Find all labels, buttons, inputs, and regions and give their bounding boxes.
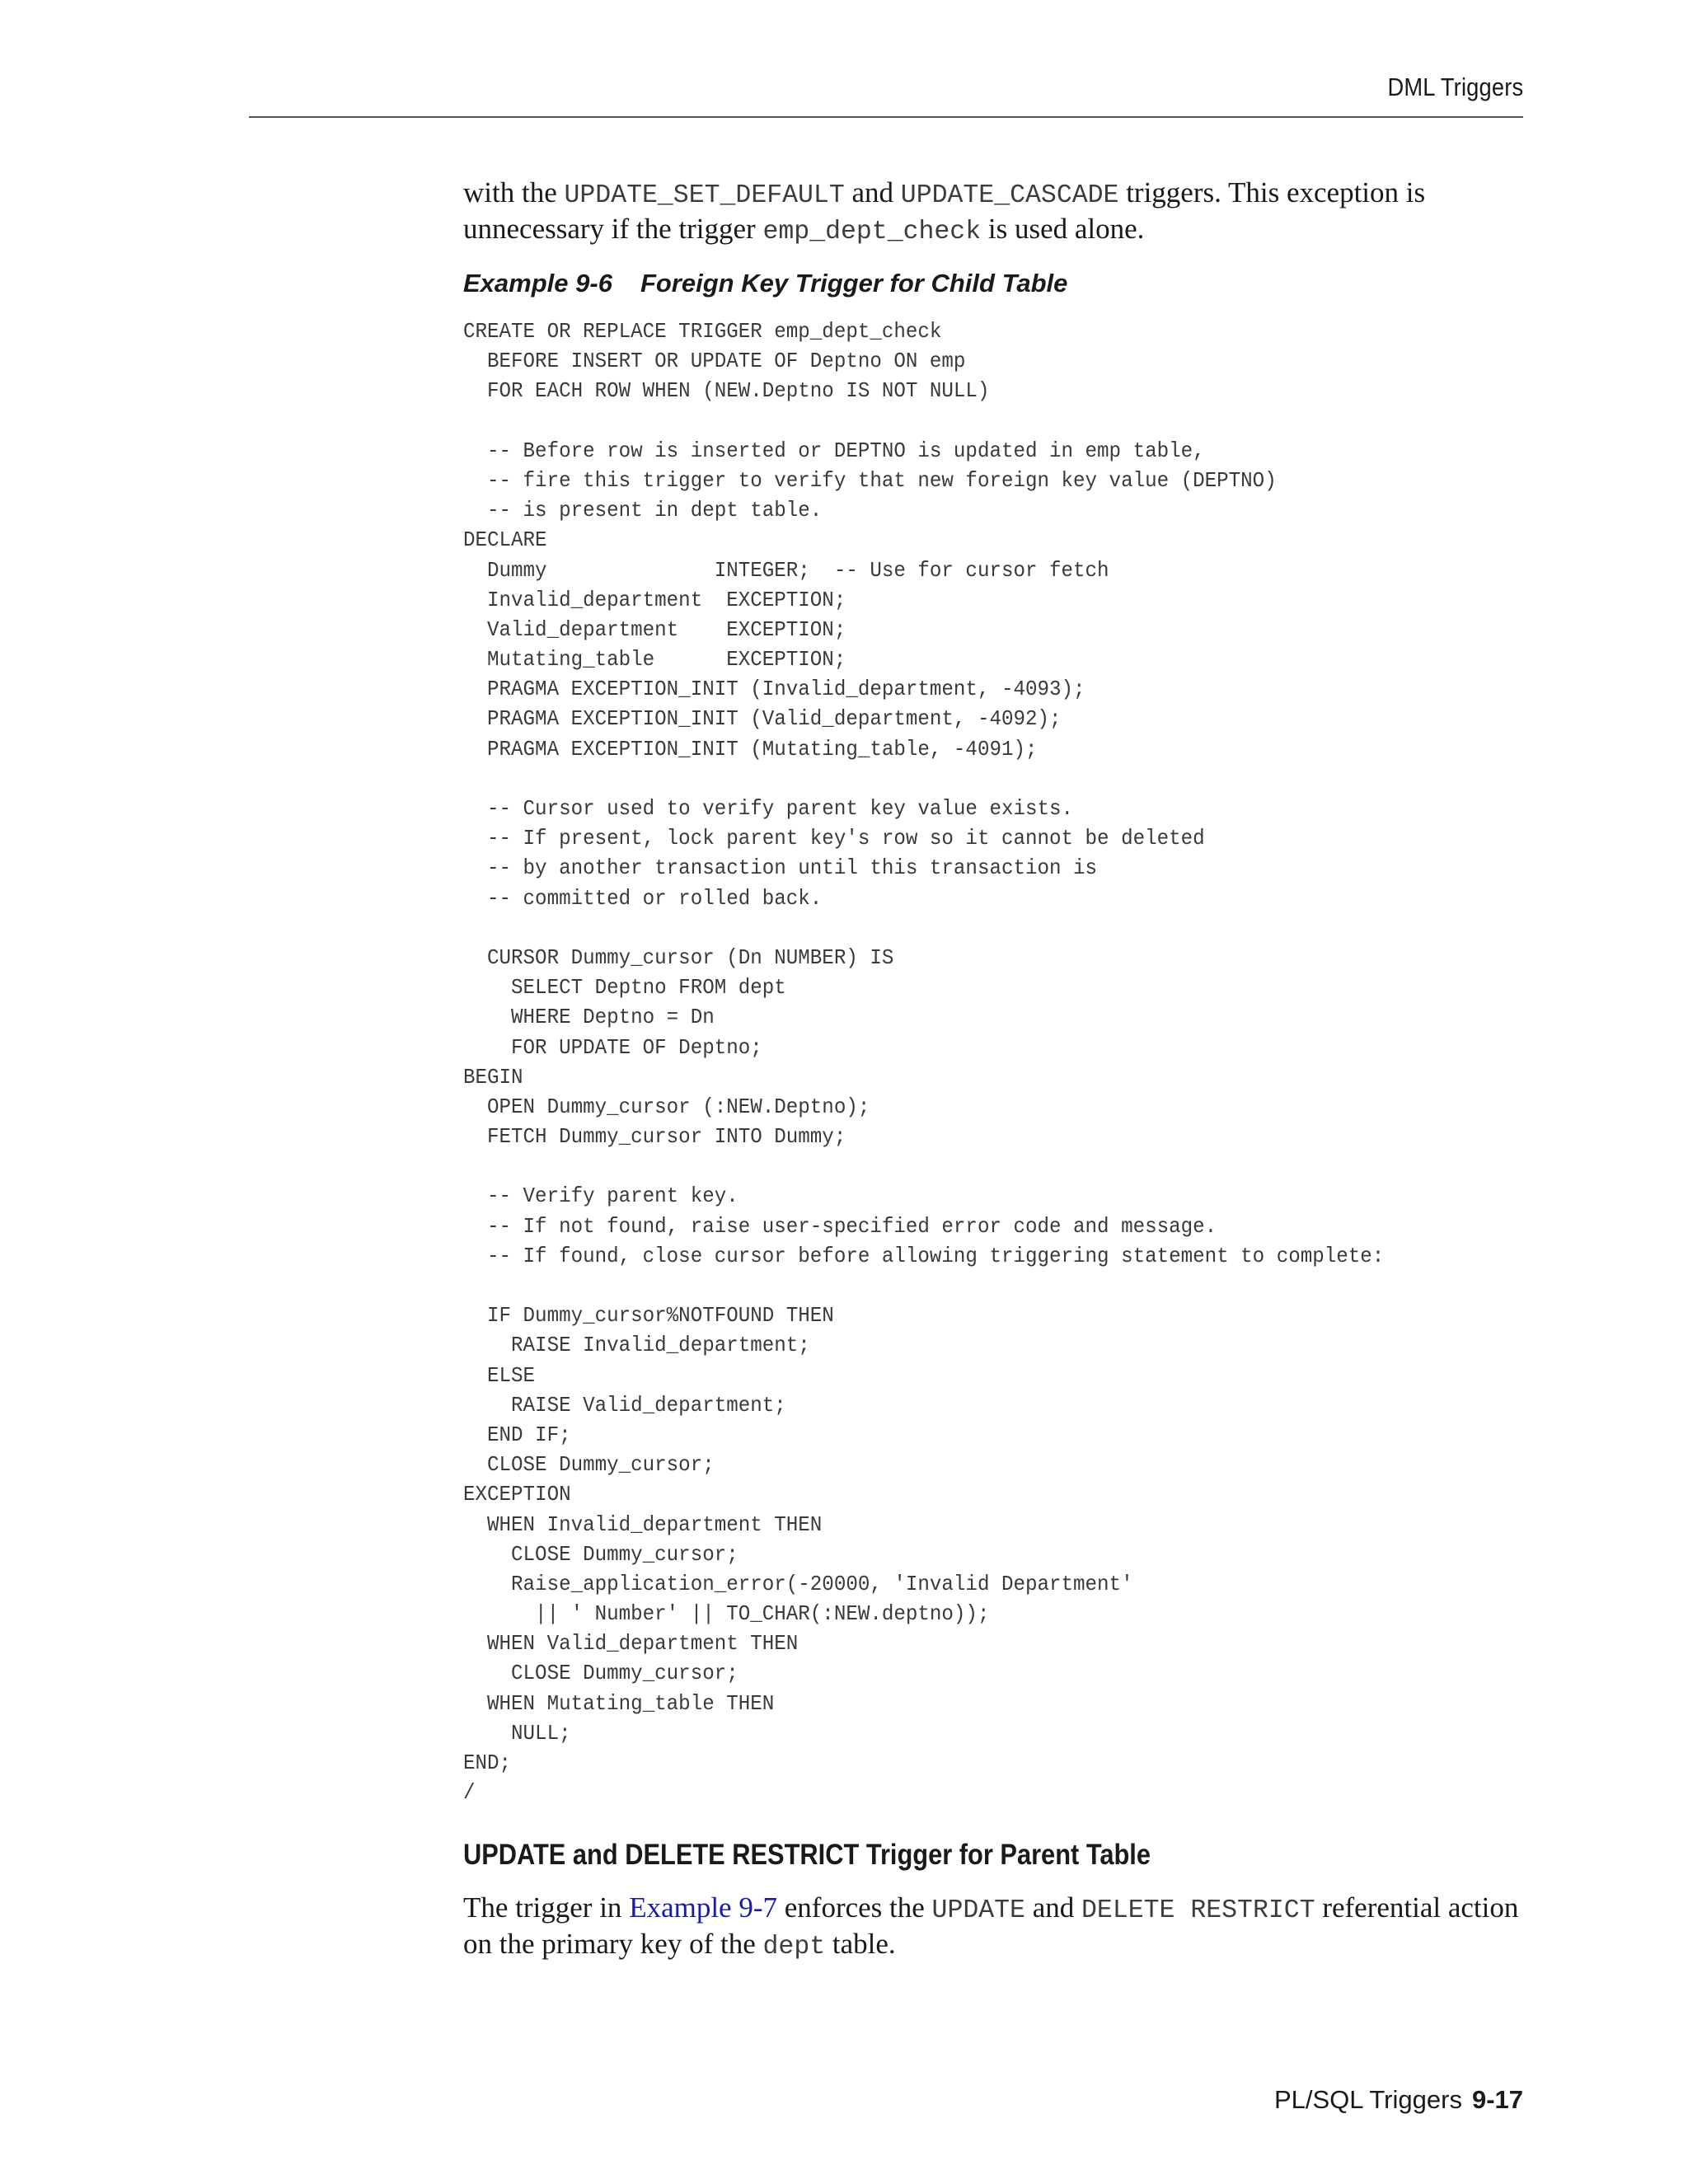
code-line: -- Cursor used to verify parent key value exists.	[463, 796, 1074, 821]
code-line: CREATE OR REPLACE TRIGGER emp_dept_check	[463, 319, 942, 344]
page-content	[463, 176, 1526, 1964]
code-line: NULL;	[463, 1720, 571, 1746]
code-line: FOR UPDATE OF Deptno;	[463, 1034, 762, 1060]
code-line: PRAGMA EXCEPTION_INIT (Valid_department, -4092);	[463, 706, 1062, 732]
example-caption: Foreign Key Trigger for Child Table	[640, 269, 1068, 298]
intro-text-3: triggers. This exception is unnecessary if the trigger	[463, 176, 1426, 245]
intro-code-update-set-default: UPDATE_SET_DEFAULT	[564, 181, 845, 210]
code-line: END IF;	[463, 1422, 571, 1447]
code-line: FETCH Dummy_cursor INTO Dummy;	[463, 1124, 846, 1150]
code-line: WHEN Mutating_table THEN	[463, 1690, 775, 1716]
page-footer	[1274, 2085, 1523, 2115]
code-line: Valid_department EXCEPTION;	[463, 616, 846, 642]
code-line: PRAGMA EXCEPTION_INIT (Mutating_table, -4091);	[463, 736, 1038, 762]
intro-text-4: is used alone.	[981, 213, 1145, 245]
code-block	[463, 316, 1452, 1807]
code-line: FOR EACH ROW WHEN (NEW.Deptno IS NOT NULL)	[463, 378, 990, 404]
code-line: BEFORE INSERT OR UPDATE OF Deptno ON emp	[463, 349, 966, 374]
intro-text-1: with the	[463, 176, 565, 209]
section-text-1: The trigger in	[463, 1891, 630, 1924]
code-line: CURSOR Dummy_cursor (Dn NUMBER) IS	[463, 944, 894, 970]
code-line: -- Before row is inserted or DEPTNO is updated in emp table,	[463, 438, 1205, 463]
code-line: Invalid_department EXCEPTION;	[463, 587, 846, 612]
section-code-dept: dept	[762, 1933, 826, 1962]
code-line: DECLARE	[463, 527, 547, 553]
section-text-4: referential action on the primary key of the	[463, 1891, 1519, 1961]
code-line: Raise_application_error(-20000, 'Invalid Department'	[463, 1571, 1133, 1596]
code-line: WHEN Invalid_department THEN	[463, 1511, 823, 1537]
code-line: WHEN Valid_department THEN	[463, 1631, 799, 1657]
code-line: -- is present in dept table.	[463, 498, 823, 523]
code-line: -- If not found, raise user-specified error code and message.	[463, 1213, 1217, 1239]
code-line: CLOSE Dummy_cursor;	[463, 1661, 738, 1686]
code-line: CLOSE Dummy_cursor;	[463, 1452, 715, 1478]
code-line: SELECT Deptno FROM dept	[463, 975, 786, 1001]
example-9-7-link[interactable]: Example 9-7	[629, 1891, 777, 1924]
code-line: Mutating_table EXCEPTION;	[463, 647, 846, 673]
example-title	[463, 267, 1526, 300]
section-text-5: table.	[825, 1928, 896, 1961]
example-number: Example 9-6	[463, 269, 612, 298]
section-paragraph	[463, 1891, 1526, 1964]
code-line	[463, 913, 1452, 943]
intro-code-emp-dept-check: emp_dept_check	[762, 218, 982, 246]
code-line: RAISE Invalid_department;	[463, 1333, 810, 1358]
section-code-delete-restrict: DELETE RESTRICT	[1081, 1896, 1315, 1926]
code-line: -- fire this trigger to verify that new foreign key value (DEPTNO)	[463, 467, 1277, 493]
code-line: RAISE Valid_department;	[463, 1392, 786, 1418]
section-text-2: enforces the	[777, 1891, 932, 1924]
code-line: END;	[463, 1750, 512, 1775]
section-text-3: and	[1025, 1891, 1082, 1924]
intro-code-update-cascade: UPDATE_CASCADE	[900, 181, 1119, 210]
code-line	[463, 1271, 1452, 1301]
code-line: WHERE Deptno = Dn	[463, 1005, 715, 1030]
code-line	[463, 1151, 1452, 1181]
footer-label: PL/SQL Triggers	[1273, 2085, 1462, 2114]
section-code-update: UPDATE	[931, 1896, 1025, 1926]
code-line: PRAGMA EXCEPTION_INIT (Invalid_department, -4093);	[463, 677, 1085, 702]
code-line: BEGIN	[463, 1064, 523, 1090]
code-line: -- If present, lock parent key's row so it cannot be deleted	[463, 826, 1205, 851]
code-line: CLOSE Dummy_cursor;	[463, 1541, 738, 1567]
code-line: || ' Number' || TO_CHAR(:NEW.deptno));	[463, 1601, 990, 1627]
code-line	[463, 764, 1452, 794]
code-line: -- by another transaction until this transaction is	[463, 855, 1098, 881]
section-heading: UPDATE and DELETE RESTRICT Trigger for Parent Table	[463, 1839, 1151, 1872]
running-header: DML Triggers	[1387, 73, 1523, 101]
code-line: OPEN Dummy_cursor (:NEW.Deptno);	[463, 1094, 870, 1119]
intro-text-2: and	[844, 176, 901, 209]
code-line: EXCEPTION	[463, 1482, 571, 1507]
intro-paragraph	[463, 176, 1526, 249]
code-line	[463, 406, 1452, 436]
code-line: Dummy INTEGER; -- Use for cursor fetch	[463, 557, 1109, 583]
header-rule	[249, 116, 1523, 118]
code-line: -- Verify parent key.	[463, 1183, 738, 1209]
code-line: ELSE	[463, 1362, 536, 1388]
code-line: -- If found, close cursor before allowing triggering statement to complete:	[463, 1243, 1385, 1268]
code-line: IF Dummy_cursor%NOTFOUND THEN	[463, 1303, 834, 1329]
code-line: /	[463, 1780, 476, 1806]
code-line: -- committed or rolled back.	[463, 885, 823, 911]
page-number: 9-17	[1471, 2085, 1523, 2114]
